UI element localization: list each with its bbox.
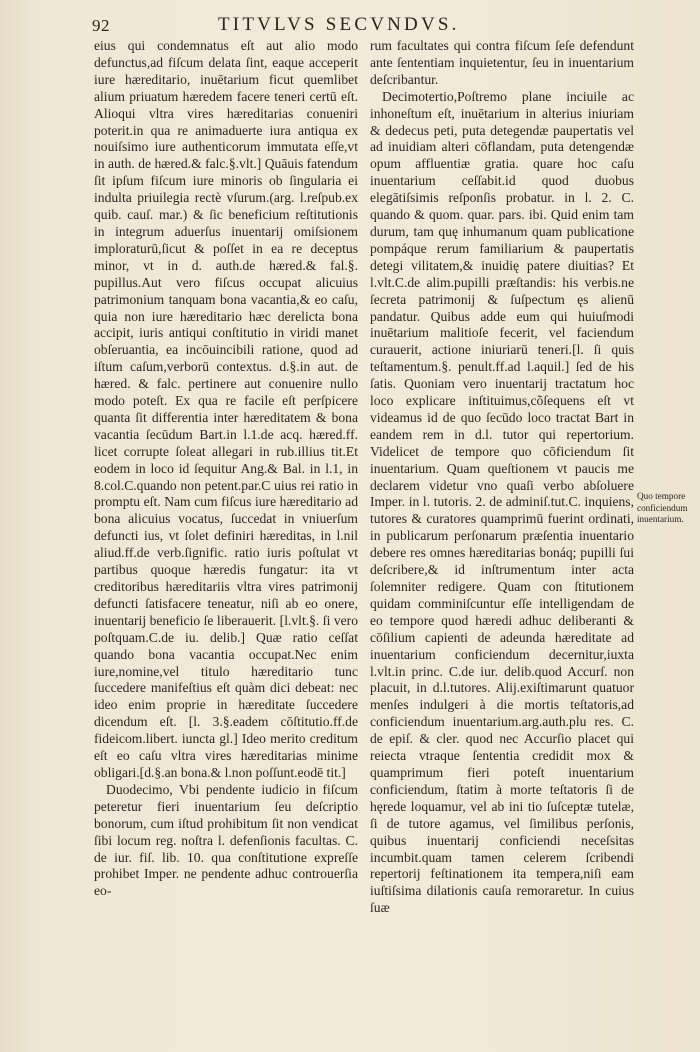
paragraph: rum facultates qui contra fiſcum ſeſe defendunt ante ſententiam inquietentur, ſeu in inuentarium deſcribantur. (370, 38, 634, 87)
paragraph: eius qui condemnatus eſt aut alio modo defunctus,ad fiſcum delata ſint, eaque acceperit iure hæreditario, inuētarium ficut quemlibet alium priuatum hæredem facere teneri certū eſt. Alioqui vltra vires hæreditarias conueniri poterit.in qua re animaduerte iura antiqua ex nouiſsimo iure authenticorum immutata eſſe,vt in auth. de hæred.& falc.§.vlt.] Quāuis fatendum ſit ipſum fiſcum iure minoris ob ſingularia ei indulta priuilegia rectè vſurum.(arg. l.reſpub.ex quib. cauſ. mar.) & ſic beneficium reſtitutionis in integrum aduerſus inuentarij omiſsionem imploraturū,ſicut & poſſet in ea re deceptus minor, vt in d. auth.de hæred.& fal.§. pupillus.Aut vero fiſcus occupat alicuius patrimonium tanquam bona vacantia,& eo caſu, quia non iure hæreditario hæc derelicta bona accipit, iuris antiqui conſtitutio in viridi manet obſeruantia, ea incōuincibili ratione, quod ad iſtum caſum,verborū contextus. d.§.in aut. de hæred. & falc. pertinere aut conuenire nullo modo poteſt. Ex qua re facile eſt perſpicere quanta ſit differentia inter hæreditatem & bona vacantia ſecūdum Bart.in l.1.de acq. hæred.ff. licet corrupte ſoleat allegari in rub.illius tit.Et eodem in loco id ſequitur Ang.& Bal. in l.1, in 8.col.C.quando non petent.par.C uius rei ratio in promptu eſt. Nam cum fiſcus iure hæreditario ad bona alicuius vocatus, ſuccedat in vniuerſum defuncti ius, vt ſolet definiri hæreditas, in l.nil aliud.ff.de verb.ſignific. ratio iuris poſtulat vt partibus quoque hæredis fungatur: ita vt creditoribus hæreditariis vltra vires patrimonij defuncti ſatisfacere teneatur, niſi ab eo onere, inuentarij beneficio ſe liberauerit. [l.vlt.§. ſi vero poſtquam.C.de iu. delib.] Quæ ratio ceſſat quando bona vacantia occupat.Nec enim iure,nomine,vel titulo hæreditario tunc ſuccedere manifeſtius eſt quàm dici debeat: nec ideo enim proprie in hæreditate ſuccedere dicendum eſt. [l. 3.§.eadem cōſtitutio.ff.de fideicom.libert. iuncta gl.] Ideo merito creditum eſt eo caſu vltra vires hæreditarias minime obligari.[d.§.an bona.& l.non poſſunt.eodē tit.] (94, 38, 358, 780)
right-text-column (370, 38, 634, 917)
left-text-column (94, 38, 358, 900)
margin-note: Quo tempore conficiendum inuentarium. (637, 491, 688, 524)
paragraph: Decimotertio,Poſtremo plane inciuile ac inhoneſtum eſt, inuētarium in alterius iniuriam & dedecus peti, puta detegendæ paupertatis vel ad inuidiam alteri cōflandam, puta detengendæ opum affluentiæ gratia. quare hoc caſu inuentarium ceſſabit.id quod duobus elegātiſsimis reſponſis probatur. in l. 2. C. quando & quom. quar. pars. ibi. Quid enim tam durum, tam quę inhumanum quam publicatione pompáque rerum familiarium & paupertatis detegi vilitatem,& inuidię patere diuitias? Et l.vlt.C.de alim.pupilli præſtandis: his verbis.ne ſecreta patrimonij & ſuſpectum ęs alienū pandatur. Quibus adde eum qui huiuſmodi inuētarium malitioſe fecerit, vel faciendum curauerit, actione iniuriarū teneri.[l. ſi quis teſtamentum.§. penult.ff.ad l.aquil.] ſed de his ſatis. Quoniam vero inuentarij tractatum hoc loco explicare inſtituimus,cõſequens eſt vt videamus id de quo ſecūdo loco tractat Bart in eandem rem in d.l. tutor qui repertorium. Videlicet de tempore quo cōficiendum ſit inuentarium. Quam queſtionem vt paucis me declarem videtur vno quaſi verbo abſoluere Imper. in l. tutoris. 2. de adminiſ.tut.C. inquiens, tutores & curatores quamprimū fuerint ordinati, in publicarum perſonarum præſentia inuentario debere res omnes hæreditarias bonáq; pupilli ſui deſcribere,& id inſtrumentum inter acta ſolemniter redigere. Quam con ſtitutionem quidam comminiſcuntur eſſe intelligendam de eo tempore quod hæredi adhuc deliberanti & cōſilium capienti de adeunda hæreditate ad inuentarium conficiendum decernitur,iuxta l.vlt.in princ. C.de iur. delib.quod Accurſ. non placuit, in d.l.tutores. Alij.exiſtimarunt quatuor menſes indulgeri à die mortis teſtatoris,ad conficiendum inuentarium.arg.auth.plu res. C. de epiſ. & cler. quod nec Accurſio placet qui reiecta vtraque ſententia credidit mox & quamprimum fieri poteſt inuentarium conficiendum, ſtatim à morte teſtatoris ſi de hęrede loquamur, vel ab ini tio ſuſceptæ tutelæ, ſi de tutore agamus, vel ſimilibus perſonis, quibus inuentarij conficiendi neceſsitas incumbit.quam tamen celerem ſcribendi repertorij feſtinationem ita tempera,niſi eam iuſtiſsima dilationis cauſa remoraretur. In cuius ſuæ (370, 88, 634, 916)
running-title: TITVLVS SECVNDVS. (218, 14, 460, 35)
paragraph: Duodecimo, Vbi pendente iudicio in fiſcum peteretur fieri inuentarium ſeu deſcriptio bonorum, cum iſtud prohibitum ſit non vendicat ſibi locum reg. noſtra l. defenſionis facultas. C. de iur. fiſ. lib. 10. qua conſtitutione expreſſe prohibet Imper. ne pendente adhuc controuerſia eo- (94, 781, 358, 899)
page-number: 92 (92, 16, 110, 35)
